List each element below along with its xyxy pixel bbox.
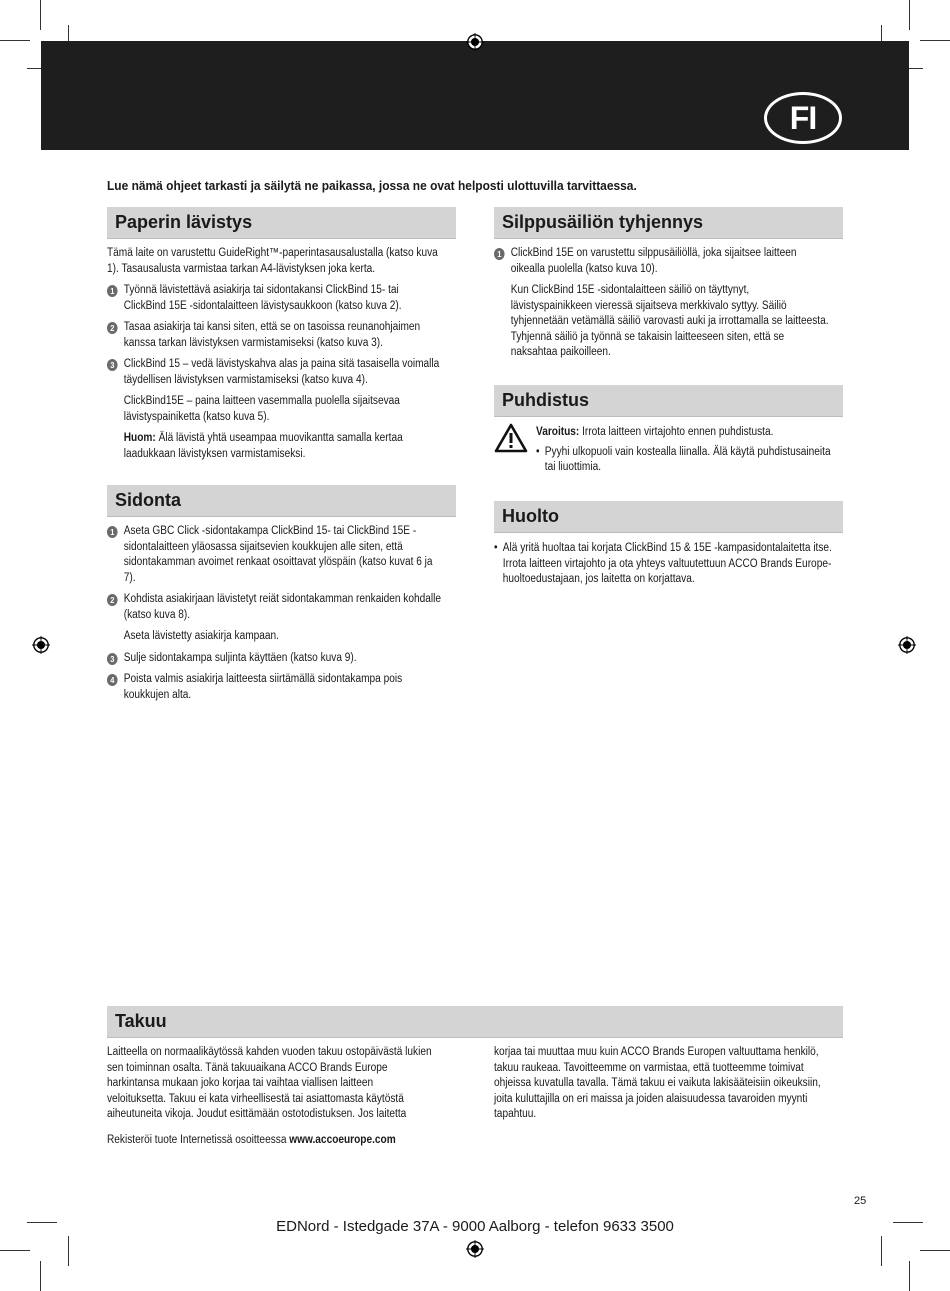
- page-number: 25: [854, 1195, 867, 1207]
- step-number-icon: 2: [107, 594, 118, 606]
- bullet-item: • Älä yritä huoltaa tai korjata ClickBind 15 & 15E -kampasidontalaitetta itse. Irrota laitteen virtajohto ja ota yhteys valtuutettuun ACCO Brands Europe-huoltoedustajaan, jos laitetta on korjattava.: [494, 541, 839, 588]
- list-item: [107, 283, 441, 314]
- bullet-item: • Pyyhi ulkopuoli vain kostealla liinalla. Älä käytä puhdistusaineita tai liuottimia.: [536, 445, 835, 476]
- step-text: ClickBind 15E on varustettu silppusäiliöllä, joka sijaitsee laitteen oikealla puolella (katso kuva 10).: [510, 247, 797, 275]
- section-title: Puhdistus: [502, 390, 590, 410]
- step-number-icon: 1: [107, 526, 118, 538]
- register-paragraph: [107, 1133, 433, 1149]
- intro-text: Lue nämä ohjeet tarkasti ja säilytä ne paikassa, jossa ne ovat helposti ulottuvilla tarvittaessa.: [107, 178, 637, 193]
- registration-mark-icon: [32, 636, 50, 654]
- sub-paragraph: ClickBind15E – paina laitteen vasemmalla puolella sijaitsevaa lävistyspainiketta (katso kuva 5).: [123, 395, 400, 423]
- warning-icon: [494, 423, 528, 453]
- section-title: Paperin lävistys: [115, 212, 253, 232]
- section-body-silppu: [494, 246, 843, 367]
- step-number-icon: 1: [494, 248, 505, 260]
- step-text: ClickBind 15 – vedä lävistyskahva alas ja paina sitä tasaisella voimalla täydellisen lävistyksen varmistamiseksi (katso kuva 4).: [123, 358, 440, 386]
- step-number-icon: 2: [107, 322, 118, 334]
- footer-text: EDNord - Istedgade 37A - 9000 Aalborg - telefon 9633 3500: [276, 1218, 674, 1235]
- paragraph: korjaa tai muuttaa muu kuin ACCO Brands Europen valtuuttama henkilö, takuu raukeaa. Tavoitteemme on varmistaa, että tuotteemme toimivat ohjeissa kuvatulla tavalla. Tämä takuu ei vaikuta lakisääteisiin oikeuksiin, joita kuluttajilla on eri maissa ja joiden alaisuudessa tavaroiden myynti tapahtuu.: [494, 1046, 821, 1120]
- step-text: Aseta GBC Click -sidontakampa ClickBind 15- tai ClickBind 15E -sidontalaitteen yläosassa sijaitsevien koukkujen alle siten, että sidontakamman avoimet renkaat osoittavat ylöspäin (katso kuvat 6 ja 7).: [123, 525, 433, 584]
- crop-mark: [40, 1261, 41, 1291]
- list-item: [107, 357, 441, 388]
- step-text: Kohdista asiakirjaan lävistetyt reiät sidontakamman renkaiden kohdalle (katso kuva 8).: [123, 593, 442, 621]
- warning-text: Irrota laitteen virtajohto ennen puhdistusta.: [579, 426, 774, 438]
- crop-mark: [0, 1250, 30, 1251]
- sub-paragraph: Kun ClickBind 15E -sidontalaitteen säiliö on täyttynyt, lävistyspainikkeen vieressä sijaitseva merkkivalo syttyy. Säiliö tyhjennetään vetämällä säiliö varovasti auki ja irrottamalla se laitteesta. Tyhjennä säiliö ja työnnä se takaisin laitteeseen siten, että se naksahtaa paikoilleen.: [510, 284, 829, 358]
- takuu-right-column: [494, 1045, 843, 1129]
- crop-mark: [0, 40, 30, 41]
- registration-mark-icon: [466, 33, 484, 51]
- paragraph: Tämä laite on varustettu GuideRight™-paperintasausalustalla (katso kuva 1). Tasausalusta varmistaa tarkan A4-lävistyksen joka kerta.: [107, 247, 438, 275]
- section-body-sidonta: [107, 524, 456, 709]
- crop-mark: [920, 40, 950, 41]
- section-heading-takuu: [107, 1006, 843, 1038]
- section-body-puhdistus: [536, 425, 843, 476]
- takuu-left-column: [107, 1045, 456, 1154]
- crop-mark: [909, 1261, 910, 1291]
- warning-label: Varoitus:: [536, 426, 580, 438]
- list-item: [107, 672, 441, 703]
- list-item: [107, 651, 441, 667]
- crop-mark: [881, 1236, 882, 1266]
- register-text: Rekisteröi tuote Internetissä osoitteessa: [107, 1133, 290, 1146]
- step-number-icon: 3: [107, 653, 118, 665]
- list-item: [107, 524, 441, 586]
- website-link[interactable]: www.accoeurope.com: [289, 1133, 396, 1146]
- list-item: [494, 246, 833, 277]
- warning: [536, 425, 835, 441]
- section-heading-silppu: [494, 207, 843, 239]
- step-number-icon: 1: [107, 285, 118, 297]
- section-heading-puhdistus: [494, 385, 843, 417]
- step-text: Työnnä lävistettävä asiakirja tai sidontakansi ClickBind 15- tai ClickBind 15E -sidontalaitteen lävistysaukkoon (katso kuva 2).: [123, 284, 402, 312]
- registration-mark-icon: [466, 1240, 484, 1258]
- crop-mark: [909, 0, 910, 30]
- step-text: Tasaa asiakirja tai kansi siten, että se on tasoissa reunanohjaimen kanssa tarkan lävistyksen varmistamiseksi (katso kuva 3).: [123, 321, 421, 349]
- step-text: Poista valmis asiakirja laitteesta siirtämällä sidontakampa pois koukkujen alta.: [123, 673, 403, 701]
- section-heading-paperin: [107, 207, 456, 239]
- registration-mark-icon: [898, 636, 916, 654]
- step-number-icon: 3: [107, 359, 118, 371]
- section-title: Takuu: [115, 1011, 167, 1031]
- paragraph: Laitteella on normaalikäytössä kahden vuoden takuu ostopäivästä lukien sen toiminnan osalta. Tänä takuuaikana ACCO Brands Europe harkintansa mukaan joko korjaa tai vaihtaa viallisen laitteen veloituksetta. Takuu ei kata virheellisestä tai asiattomasta käytöstä aiheutuneita vikoja. Joudut esittämään ostotodistuksen. Jos laitetta: [107, 1046, 432, 1120]
- step-number-icon: 4: [107, 674, 118, 686]
- list-item: [107, 320, 441, 351]
- crop-mark: [68, 1236, 69, 1266]
- crop-mark: [920, 1250, 950, 1251]
- section-heading-huolto: [494, 501, 843, 533]
- crop-mark: [40, 0, 41, 30]
- section-title: Silppusäiliön tyhjennys: [502, 212, 704, 232]
- note-text: Älä lävistä yhtä useampaa muovikantta samalla kertaa laadukkaan lävistyksen varmistamiseksi.: [123, 432, 403, 460]
- section-title: Huolto: [502, 506, 559, 526]
- note-label: Huom:: [123, 432, 156, 444]
- language-badge: FI: [764, 92, 842, 144]
- step-text: Sulje sidontakampa suljinta käyttäen (katso kuva 9).: [123, 651, 357, 664]
- note: [107, 431, 441, 462]
- section-heading-sidonta: [107, 485, 456, 517]
- sub-paragraph: Aseta lävistetty asiakirja kampaan.: [123, 630, 279, 642]
- section-title: Sidonta: [115, 490, 181, 510]
- list-item: [107, 592, 441, 623]
- section-body-paperin: [107, 246, 456, 468]
- section-body-huolto: [494, 541, 843, 588]
